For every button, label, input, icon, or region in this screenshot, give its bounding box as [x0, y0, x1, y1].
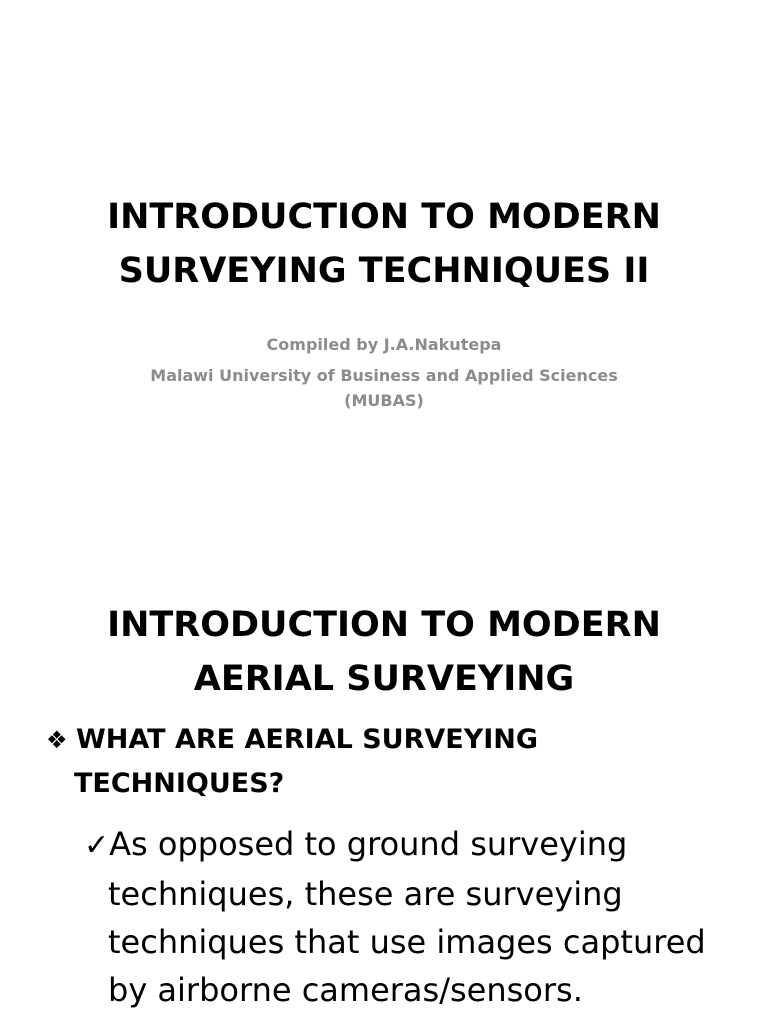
bullet-answer-line-2: techniques, these are surveying: [108, 875, 623, 913]
slide-2-title: [0, 598, 768, 706]
bullet-question-line-1: WHAT ARE AERIAL SURVEYING: [76, 724, 539, 755]
diamond-bullet-icon: ❖: [46, 726, 68, 754]
compiled-by-text: Compiled by J.A.Nakutepa: [266, 335, 502, 354]
checkmark-bullet-icon: ✓: [84, 828, 110, 863]
slide-2-title-line-1: INTRODUCTION TO MODERN: [107, 605, 661, 645]
slide-1-title-line-1: INTRODUCTION TO MODERN: [107, 197, 661, 237]
bullet-answer-line-1: As opposed to ground surveying: [109, 825, 628, 863]
bullet-answer-line-4: by airborne cameras/sensors.: [108, 971, 583, 1009]
slide-1-title-line-2: SURVEYING TECHNIQUES II: [118, 251, 650, 291]
slide-1-title: [0, 190, 768, 298]
bullet-answer: [84, 820, 754, 1014]
slide-2-title-line-2: AERIAL SURVEYING: [193, 659, 575, 699]
institution-abbreviation: (MUBAS): [344, 391, 424, 410]
slide-1-subtitle: [0, 332, 768, 413]
bullet-question-line-2: TECHNIQUES?: [74, 768, 285, 799]
slide-2: [0, 576, 768, 1024]
institution-name: Malawi University of Business and Applied Sciences: [150, 366, 618, 385]
bullet-answer-line-3: techniques that use images captured: [108, 923, 706, 961]
bullet-question: [46, 718, 746, 806]
